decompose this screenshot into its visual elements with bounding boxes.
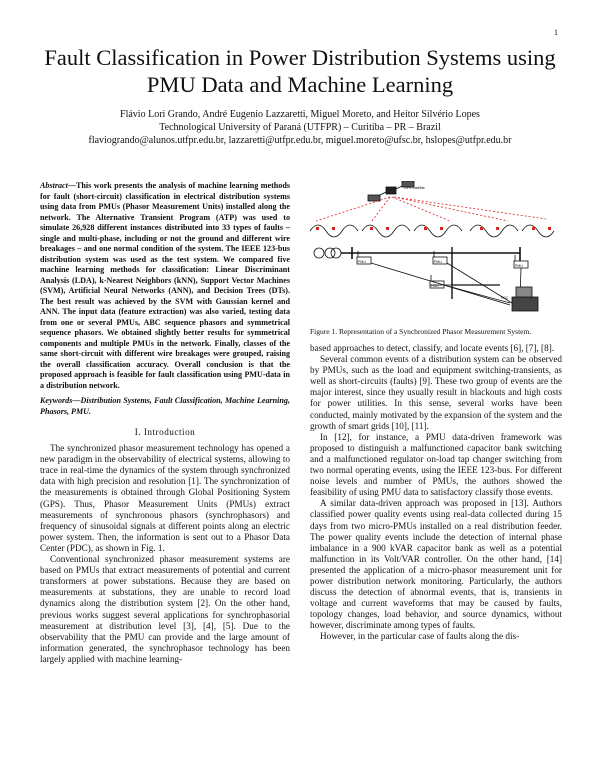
- pmu-label: PMU: [358, 260, 366, 264]
- paragraph: However, in the particular case of faults along the dis-: [320, 631, 520, 642]
- figure-1: [310, 181, 562, 321]
- right-column: [310, 181, 562, 643]
- voltage-waveform: [522, 225, 554, 237]
- author-block: [40, 108, 560, 147]
- paragraph: Conventional synchronized phasor measurement systems are based on PMUs that extract measurements of potential and current transformers at power substations. Because they are based on measurements at substations, they are unable to record load dynamics along the distribution system [2]. On the other hand, previous works suggest several applications for synchrophasorial measurement at distribution level [3], [4], [5]. Due to the observability that the PMU can provide and the large amount of information generated, the synchrophasor technology has been largely applied with machine learning-: [40, 554, 290, 664]
- page-number: 1: [554, 28, 558, 37]
- pmu-label: PMU: [515, 264, 523, 268]
- paragraph: A similar data-driven approach was proposed in [13]. Authors classified power quality events using real-data collected during 15 days from two micro-PMUs installed on a real distribution feeder. The power quality events include the detection of internal phase imbalance in a 900 kVAR capacitor bank as well as a potential malfunction in its Volt/VAR controller. On the other hand, [14] presented the application of a micro-phasor measurement unit for power distribution network monitoring. Particularly, the authors discuss the detection of abnormal events, that is, transients in voltage and current waveforms that may be caused by faults, topology changes, load behavior, and source dynamics, without however, discriminate among types of faults.: [310, 498, 562, 631]
- source-icon: [314, 248, 324, 258]
- pdc-label: PDC: [501, 296, 509, 300]
- satellite-icon: [368, 181, 414, 201]
- keywords: [40, 396, 290, 417]
- paragraph: based approaches to detect, classify, and locate events [6], [7], [8].: [310, 343, 555, 353]
- pdc-icon: [512, 287, 538, 311]
- paragraph: The synchronized phasor measurement technology has opened a new paradigm in the observability of electrical systems, allowing to trace in real-time the dynamics of the system through synchronized data with high precision and resolution [1]. The synchronization of the measurements is obtained through Global Positioning System (GPS). Thus, Phasor Measurement Units (PMUs) extract measurements of synchronous phasors (synchrophasors) and frequency of sinusoidal signals at different points along an electric power system. Then, the information is sent out to a Phasor Data Center (PDC), as shown in Fig. 1.: [40, 443, 290, 553]
- figure-caption: Figure 1. Representation of a Synchronized Phasor Measurement System.: [310, 327, 532, 336]
- left-column: [40, 181, 290, 665]
- gps-label: GPS Satellite: [404, 186, 425, 190]
- voltage-waveform: [362, 225, 410, 237]
- voltage-waveform: [470, 225, 518, 237]
- affiliation: Technological University of Paraná (UTFPR) – Curitiba – PR – Brazil: [159, 122, 441, 133]
- pmu-system-diagram: [310, 181, 562, 321]
- pmu-label: PMU: [434, 260, 442, 264]
- keywords-text: —Distribution Systems, Fault Classification, Machine Learning, Phasors, PMU.: [40, 396, 290, 416]
- voltage-waveform: [310, 225, 358, 237]
- author-emails: flaviogrando@alunos.utfpr.edu.br, lazzaretti@utfpr.edu.br, miguel.moreto@ufsc.br, hslopes@utfpr.edu.br: [88, 135, 512, 146]
- voltage-waveform: [414, 225, 462, 237]
- transformer-icon: [325, 248, 335, 258]
- paper-title: Fault Classification in Power Distribution Systems using PMU Data and Machine Learning: [44, 45, 556, 97]
- paragraph: In [12], for instance, a PMU data-driven framework was proposed to distinguish a malfunctioned capacitor bank switching and a malfunctioned regulator on-load tap changer switching from two normal operating events, using the IEEE 123-bus. For different noise levels and number of PMUs, the authors showed the feasibility of using PMU data to satisfactory classify those events.: [310, 431, 562, 498]
- abstract: [40, 181, 290, 391]
- abstract-label: Abstract: [40, 181, 68, 190]
- gps-signal-lines: [316, 197, 546, 221]
- abstract-text: —This work presents the analysis of machine learning methods for fault (short-circuit) classification in electrical distribution systems using data from PMUs (Phasor Measurement Units) installed along the network. The Alternative Transient Program (ATP) was used to simulate 26,928 different instances distributed into 33 types of faults – single and multi-phase, including or not the ground and different wire breakages – and one normal condition of the system. The IEEE 123-bus distribution system was used as the test system. We compared five machine learning methods for classification: Linear Discriminant Analysis (LDA), k-Nearest Neighbors (kNN), Support Vector Machines (SVM), Artificial Neural Networks (ANN), and Decision Trees (DTs). The best result was achieved by the SVM with Gaussian kernel and ANN. The input data (feature extraction) was also varied, testing data from one or several PMUs, ABC sequence phasors and symmetrical sequence phasors. We obtained slightly better results for symmetrical components and multiple PMUs in the network. Finally, classes of the same short-circuit with different wire breakages were grouped, raising the overall classification accuracy. Overall conclusion is that the proposed approach is feasible for fault classification using PMU-data in a distribution network.: [40, 181, 290, 390]
- author-names: Flávio Lori Grando, André Eugenio Lazzaretti, Miguel Moreto, and Heitor Silvério Lopes: [120, 109, 480, 120]
- keywords-label: Keywords: [40, 396, 73, 405]
- paragraph: Several common events of a distribution system can be observed by PMUs, such as the load and equipment switching-transients, as well as short-circuits (faults) [9]. These two group of events are the major interest, since they usually result in blackouts and high costs for power utilities. In this sense, several works have been conducted, mainly motivated by the expansion of the system and the growth of smart grids [10], [11].: [310, 354, 562, 431]
- section-heading-introduction: I. Introduction: [134, 427, 196, 437]
- pmu-label: PMU: [431, 284, 439, 288]
